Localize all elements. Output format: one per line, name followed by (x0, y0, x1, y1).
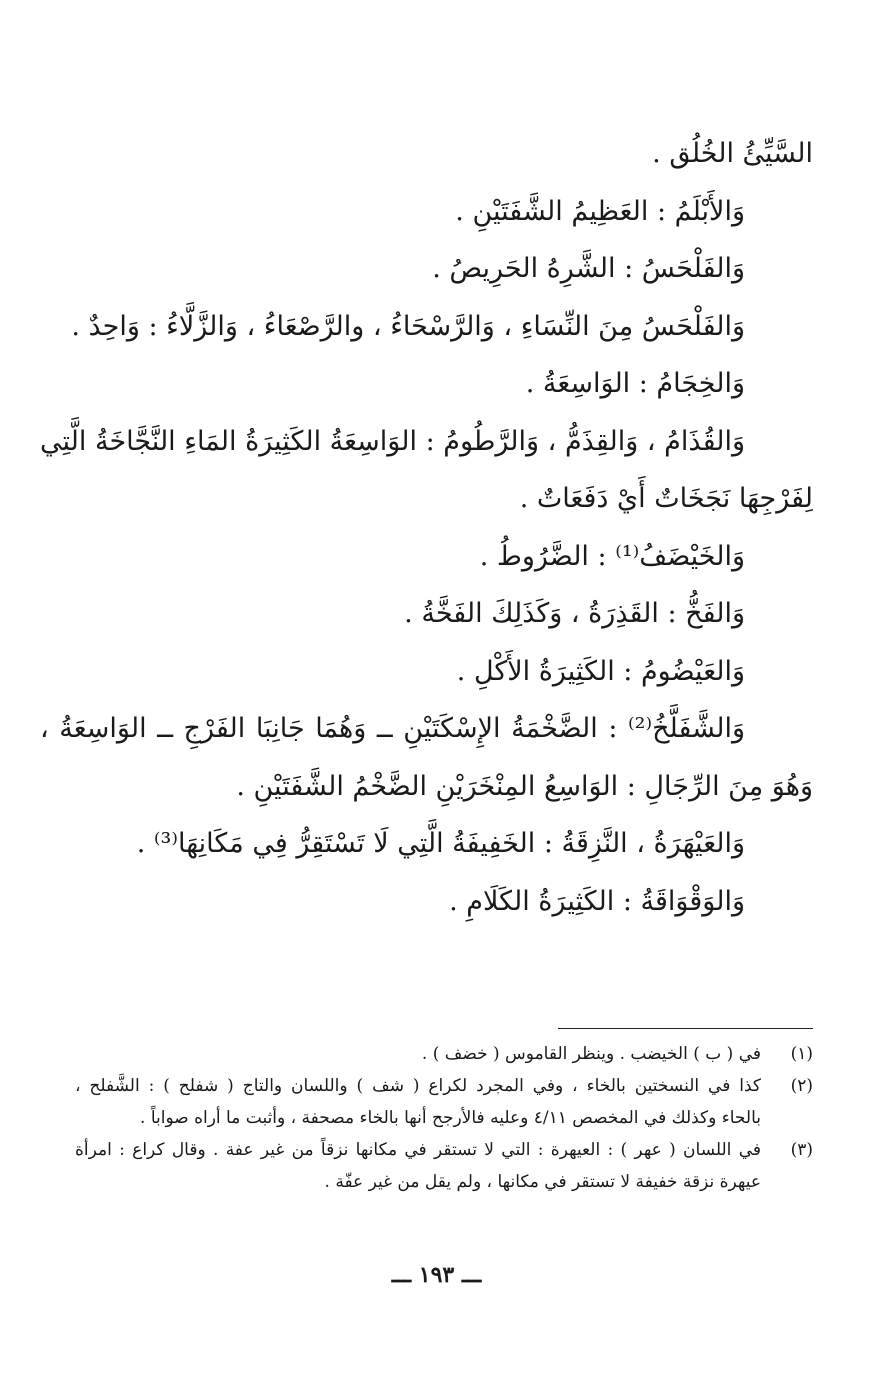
text-line: وَهُوَ مِنَ الرِّجَالِ : الوَاسِعُ المِنْخَرَيْنِ الضَّخْمُ الشَّفَتَيْنِ . (236, 770, 813, 802)
text-line: وَالخَيْضَفُ⁽¹⁾ : الضَّرُوطُ . (479, 540, 745, 572)
text-line: وَالعَيْهَرَةُ ، النَّزِقَةُ : الخَفِيفَةُ الَّتِي لَا تَسْتَقِرُّ فِي مَكَانِهَا⁽³⁾ . (136, 828, 745, 859)
text-line: وَالشَّفَلَّخُ⁽²⁾ : الضَّخْمَةُ الإِسْكَتَيْنِ ــ وَهُمَا جَانِبَا الفَرْجِ ــ الوَاسِعَةُ ، (40, 713, 745, 744)
text-line: وَالقُذَامُ ، وَالقِذَمُّ ، وَالرَّطُومُ : الوَاسِعَةُ الكَثِيرَةُ المَاءِ النَّجَّاخَةُ الَّتِي (40, 425, 745, 457)
footnote-number: (٢) (790, 1076, 813, 1096)
footnote-number: (١) (790, 1044, 813, 1064)
text-line: وَالوَقْوَاقَةُ : الكَثِيرَةُ الكَلَامِ . (449, 885, 745, 917)
footnote-number: (٣) (790, 1140, 813, 1160)
text-line: وَالأَبْلَمُ : العَظِيمُ الشَّفَتَيْنِ . (455, 195, 745, 227)
text-line: وَالفَخُّ : القَذِرَةُ ، وَكَذَلِكَ الفَخَّةُ . (404, 598, 745, 629)
footnote-divider (558, 1028, 813, 1029)
footnote (75, 1134, 813, 1198)
text-line: وَالخِجَامُ : الوَاسِعَةُ . (525, 368, 745, 399)
footnote-text: في ( ب ) الخيضب . وينظر القاموس ( خضف ) . (421, 1044, 761, 1064)
main-text (40, 125, 813, 930)
text-line: وَالفَلْحَسُ مِنَ النِّسَاءِ ، وَالرَّسْحَاءُ ، والرَّصْعَاءُ ، وَالزَّلَّاءُ : وَاحِدٌ . (71, 310, 745, 342)
text-line: وَالعَيْضُومُ : الكَثِيرَةُ الأَكْلِ . (456, 655, 745, 687)
text-line: السَّيِّئُ الخُلُق . (652, 138, 813, 169)
footnote-text: كذا في النسختين بالخاء ، وفي المجرد لكراع ( شف ) واللسان والتاج ( شفلح ) : الشَّفلح ، (75, 1076, 761, 1096)
footnote (75, 1070, 813, 1134)
footnote-text: في اللسان ( عهر ) : العيهرة : التي لا تستقر في مكانها نزقاً من غير عفة . وقال كراع : امرأة (75, 1140, 761, 1160)
footnote-text: عيهرة نزقة خفيفة لا تستقر في مكانها ، ولم يقل من غير عفّة . (324, 1172, 761, 1192)
footnotes (75, 1038, 813, 1198)
page-number: ـــ ١٩٣ ـــ (391, 1262, 482, 1288)
text-line: لِفَرْجِهَا نَجَخَاتٌ أَيْ دَفَعَاتٌ . (519, 483, 813, 514)
footnote-text: بالحاء وكذلك في المخصص ٤/١١ وعليه فالأرجح أنها بالخاء مصحفة ، وأثبت ما أراه صواباً . (140, 1108, 761, 1128)
footnote (75, 1038, 813, 1070)
text-line: وَالفَلْحَسُ : الشَّرِهُ الحَرِيصُ . (432, 253, 745, 284)
